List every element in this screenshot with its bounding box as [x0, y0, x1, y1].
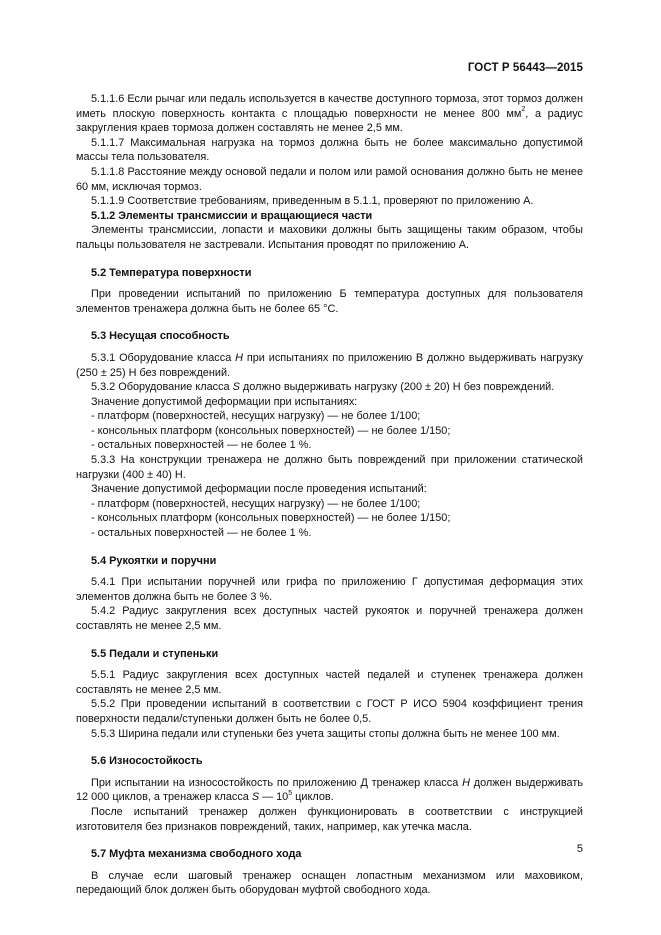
paragraph-5-5-1: 5.5.1 Радиус закругления всех доступных частей педалей и ступенек тренажера должен составлять не менее 2,5 мм.: [76, 669, 583, 696]
paragraph-5-4-1: 5.4.1 При испытании поручней или грифа по приложению Г допустимая деформация этих элементов должна быть не более 3 %.: [76, 576, 583, 603]
paragraph-5-2: При проведении испытаний по приложению Б температура доступных для пользователя элементов тренажера должна быть не более 65 °С.: [76, 288, 583, 315]
heading-5-6: 5.6 Износостойкость: [91, 755, 203, 768]
paragraph-5-1-1-7: 5.1.1.7 Максимальная нагрузка на тормоз должна быть не более максимально допустимой массы тела пользователя.: [76, 136, 583, 164]
paragraph-5-1-1-6: 5.1.1.6 Если рычаг или педаль используется в качестве доступного тормоза, этот тормоз должен иметь плоскую поверхность контакта с площадью поверхности не менее 800 $мм^2$, а радиус закругления краев тормоза должен составлять не менее 2,5 мм.: [76, 93, 583, 135]
deformation-intro-1: Значение допустимой деформации при испытаниях:: [91, 395, 358, 408]
paragraph-5-6-1: При испытании на износостойкость по приложению Д тренажер класса H должен выдерживать 12 000 циклов, а тренажер класса S — $10^5$ циклов.: [76, 776, 584, 804]
list-item: - платформ (поверхностей, несущих нагрузку) — не более 1/100;: [91, 410, 421, 423]
heading-5-3: 5.3 Несущая способность: [91, 330, 230, 343]
list-item: - консольных платформ (консольных поверхностей) — не более 1/150;: [91, 512, 451, 525]
heading-5-1-2: 5.1.2 Элементы трансмиссии и вращающиеся части: [91, 209, 373, 222]
document-code: ГОСТ Р 56443—2015: [467, 62, 583, 74]
list-item: - консольных платформ (консольных поверхностей) — не более 1/150;: [91, 424, 451, 437]
paragraph-5-5-2: 5.5.2 При проведении испытаний в соответствии с ГОСТ Р ИСО 5904 коэффициент трения поверхности педали/ступеньки должен быть не более 0,5.: [76, 698, 583, 725]
deformation-intro-2: Значение допустимой деформации после проведения испытаний:: [91, 483, 427, 496]
paragraph-5-6-2: После испытаний тренажер должен функционировать в соответствии с инструкцией изготовителя без признаков повреждений, таких, например, как утечка масла.: [76, 805, 583, 833]
paragraph-5-3-2: 5.3.2 Оборудование класса S должно выдерживать нагрузку (200 ± 20) Н без повреждений.: [91, 381, 555, 394]
heading-5-4: 5.4 Рукоятки и поручни: [91, 554, 217, 567]
paragraph-5-3-1: 5.3.1 Оборудование класса H при испытаниях по приложению В должно выдерживать нагрузку (250 ± 25) Н без повреждений.: [76, 351, 583, 379]
heading-5-7: 5.7 Муфта механизма свободного хода: [91, 848, 302, 861]
paragraph-5-4-2: 5.4.2 Радиус закругления всех доступных частей рукояток и поручней тренажера должен составлять не менее 2,5 мм.: [76, 605, 583, 632]
list-item: - платформ (поверхностей, несущих нагрузку) — не более 1/100;: [91, 497, 421, 510]
paragraph-5-1-1-8: 5.1.1.8 Расстояние между основой педали и полом или рамой основания должно быть не менее 60 мм, исключая тормоз.: [76, 165, 583, 193]
paragraph-5-7: В случае если шаговый тренажер оснащен лопастным механизмом или маховиком, передающий блок должен быть оборудован муфтой свободного хода.: [76, 869, 583, 897]
heading-5-2: 5.2 Температура поверхности: [91, 266, 252, 279]
page-number: 5: [576, 843, 583, 855]
paragraph-5-3-3: 5.3.3 На конструкции тренажера не должно быть повреждений при приложении статической нагрузки (400 ± 40) Н.: [76, 454, 583, 481]
heading-5-5: 5.5 Педали и ступеньки: [91, 647, 219, 660]
paragraph-5-1-1-9: 5.1.1.9 Соответствие требованиям, приведенным в 5.1.1, проверяют по приложению А.: [91, 195, 534, 208]
paragraph-5-1-2: Элементы трансмиссии, лопасти и маховики должны быть защищены таким образом, чтобы пальцы пользователя не застревали. Испытания проводят по приложению А.: [76, 224, 583, 251]
paragraph-5-5-3: 5.5.3 Ширина педали или ступеньки без учета защиты стопы должна быть не менее 100 мм.: [91, 727, 560, 740]
page-body: [76, 92, 583, 898]
list-item: - остальных поверхностей — не более 1 %.: [91, 439, 312, 452]
list-item: - остальных поверхностей — не более 1 %.: [91, 527, 312, 540]
